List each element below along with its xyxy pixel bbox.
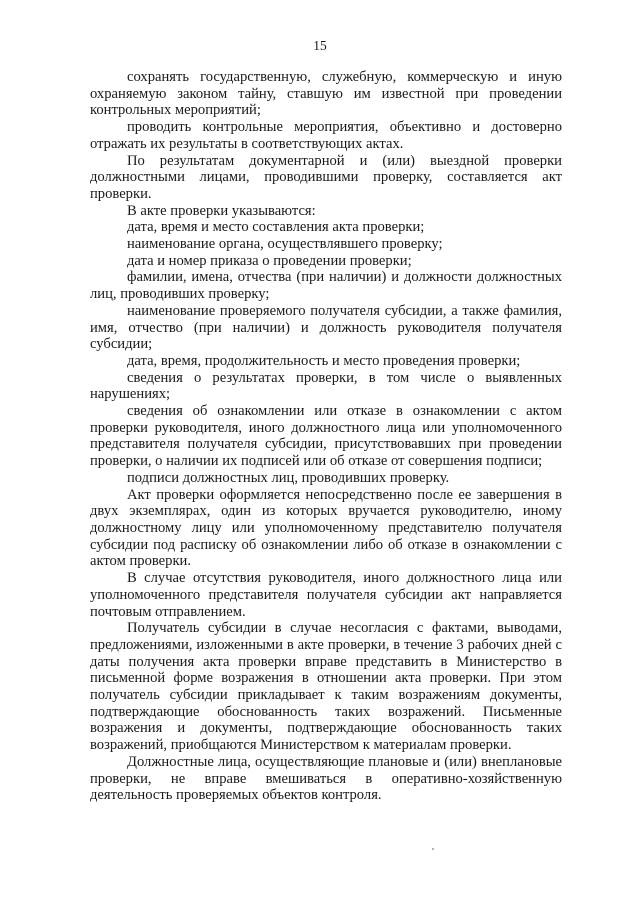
list-item-date-place: дата, время и место составления акта проверки;: [127, 219, 425, 236]
list-item-authority-name: наименование органа, осуществлявшего проверку;: [127, 236, 443, 253]
list-item-results: сведения о результатах проверки, в том числе о выявленных нарушениях;: [90, 369, 562, 403]
scan-artifact-dot: [432, 848, 434, 850]
list-item-acknowledgement: сведения об ознакомлении или отказе в ознакомлении с актом проверки руководителя, иного должностного лица или уполномоченного представителя получателя субсидии, присутствовавших при проведении проверки, о наличии их подписей или об отказе от совершения подписи;: [90, 403, 562, 470]
list-item-signatures: подписи должностных лиц, проводивших проверку.: [127, 469, 450, 486]
list-item-order-number: дата и номер приказа о проведении проверки;: [127, 252, 412, 269]
paragraph-non-interference: Должностные лица, осуществляющие плановые и (или) внеплановые проверки, не вправе вмешиваться в оперативно-хозяйственную деятельность проверяемых объектов контроля.: [90, 753, 562, 804]
list-item-duration: дата, время, продолжительность и место проведения проверки;: [127, 352, 521, 369]
paragraph-objections: Получатель субсидии в случае несогласия с фактами, выводами, предложениями, изложенными в акте проверки, в течение 3 рабочих дней с даты получения акта проверки вправе представить в Министерство в письменной форме возражения в отношении акта проверки. При этом получатель субсидии прикладывает к таким возражениям документы, подтверждающие обоснованность таких возражений. Письменные возражения и документы, подтверждающие обоснованность таких возражений, приобщаются Министерством к материалам проверки.: [90, 620, 562, 754]
paragraph-confidentiality: сохранять государственную, служебную, коммерческую и иную охраняемую законом тайну, ставшую им известной при проведении контрольных мероприятий;: [90, 69, 562, 119]
paragraph-act-copies: Акт проверки оформляется непосредственно после ее завершения в двух экземплярах, один из которых вручается руководителю, иному должностному лицу или уполномоченному представителю получателя субсидии под расписку об ознакомлении либо об отказе в ознакомлении с актом проверки.: [90, 486, 562, 570]
paragraph-act-drawn-up: По результатам документарной и (или) выездной проверки должностными лицами, проводившими проверку, составляется акт проверки.: [90, 152, 562, 202]
page-number: 15: [313, 38, 327, 53]
paragraph-objectivity: проводить контрольные мероприятия, объективно и достоверно отражать их результаты в соответствующих актах.: [90, 119, 562, 152]
paragraph-act-contents-intro: В акте проверки указываются:: [127, 202, 316, 219]
document-body: [90, 69, 562, 804]
paragraph-postal-delivery: В случае отсутствия руководителя, иного должностного лица или уполномоченного представителя получателя субсидии акт направляется почтовым отправлением.: [90, 570, 562, 620]
list-item-inspectors: фамилии, имена, отчества (при наличии) и должности должностных лиц, проводивших проверку;: [90, 269, 562, 303]
list-item-recipient: наименование проверяемого получателя субсидии, а также фамилия, имя, отчество (при наличии) и должность руководителя получателя субсидии;: [90, 302, 562, 353]
